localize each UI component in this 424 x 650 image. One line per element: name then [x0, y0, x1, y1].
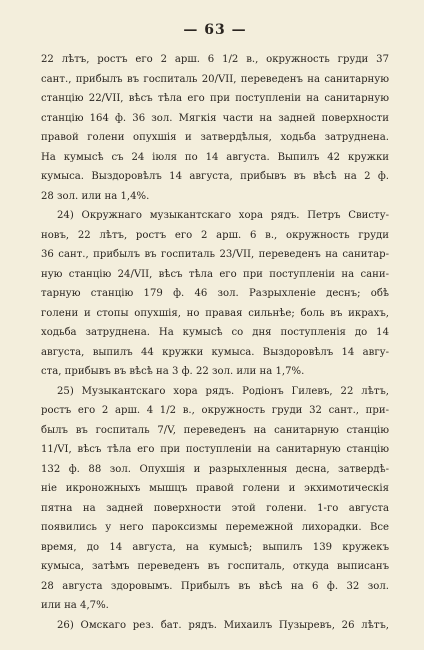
- body-text: [41, 50, 389, 635]
- text-line: 132 ф. 88 зол. Опухшія и разрыхленныя десна, затвердѣ-: [41, 463, 389, 475]
- text-line: 36 сант., прибылъ въ госпиталь 23/VII, переведенъ на санитар-: [41, 249, 389, 260]
- page-number: — 63 —: [183, 22, 247, 38]
- text-line: кумыса, затѣмъ переведенъ въ госпиталь, откуда выписанъ: [41, 561, 389, 572]
- text-line: ную станцію 24/VII, вѣсъ тѣла его при поступленіи на сани-: [41, 268, 389, 280]
- text-line: ростъ его 2 арш. 4 1/2 в., окружность груди 32 сант., при-: [41, 405, 389, 416]
- text-line: сант., прибылъ въ госпиталь 20/VII, переведенъ на санитарную: [41, 73, 389, 85]
- text-line: кумыса. Выздоровѣлъ 14 августа, прибывъ въ вѣсѣ на 2 ф.: [41, 171, 389, 182]
- text-line: появились у него пароксизмы перемежной лихорадки. Все: [41, 522, 389, 533]
- text-line: 24) Окружнаго музыкантскаго хора рядъ. Петръ Свисту-: [57, 210, 389, 221]
- text-line: новъ, 22 лѣтъ, ростъ его 2 арш. 6 в., окружность груди: [41, 229, 389, 241]
- text-line: правой голени опухшія и затвердѣлыя, ходьба затруднена.: [41, 132, 389, 143]
- text-line: 26) Омскаго рез. бат. рядъ. Михаилъ Пузыревъ, 26 лѣтъ,: [57, 619, 389, 631]
- text-line: 11/VI, вѣсъ тѣла его при поступленіи на санитарную станцію: [41, 444, 389, 455]
- text-line: ста, прибывъ въ вѣсѣ на 3 ф. 22 зол. или на 1,7%.: [41, 366, 305, 377]
- text-line: былъ въ госпиталь 7/V, переведенъ на санитарную станцію: [41, 424, 389, 436]
- text-line: станцію 164 ф. 36 зол. Мягкія части на задней поверхности: [41, 112, 389, 124]
- text-line: время, до 14 августа, на кумысѣ; выпилъ 139 кружекъ: [41, 541, 389, 553]
- text-line: 28 августа здоровымъ. Прибылъ въ вѣсѣ на 6 ф. 32 зол.: [41, 580, 389, 592]
- text-line: ніе икроножныхъ мышцъ правой голени и экхимотическія: [41, 483, 389, 494]
- text-line: На кумысѣ съ 24 іюля по 14 августа. Выпилъ 42 кружки: [41, 151, 389, 163]
- text-line: 22 лѣтъ, ростъ его 2 арш. 6 1/2 в., окружность груди 37: [41, 54, 389, 65]
- text-line: голени и стопы опухшія, но правая сильнѣе; боль въ икрахъ,: [41, 307, 389, 319]
- text-line: августа, выпилъ 44 кружки кумыса. Выздоровѣлъ 14 авгу-: [41, 346, 389, 358]
- text-line: 25) Музыкантскаго хора рядъ. Родіонъ Гилевъ, 22 лѣтъ,: [57, 385, 389, 397]
- text-line: 28 зол. или на 1,4%.: [41, 190, 150, 202]
- text-line: тарную станцію 179 ф. 46 зол. Разрыхленіе деснъ; обѣ: [41, 288, 389, 299]
- text-line: пятна на задней поверхности этой голени. 1-го августа: [41, 502, 389, 514]
- text-line: ходьба затруднена. На кумысѣ со дня поступленія до 14: [41, 327, 389, 338]
- text-line: или на 4,7%.: [41, 600, 109, 611]
- text-line: станцію 22/VII, вѣсъ тѣла его при поступленіи на санитарную: [41, 93, 389, 104]
